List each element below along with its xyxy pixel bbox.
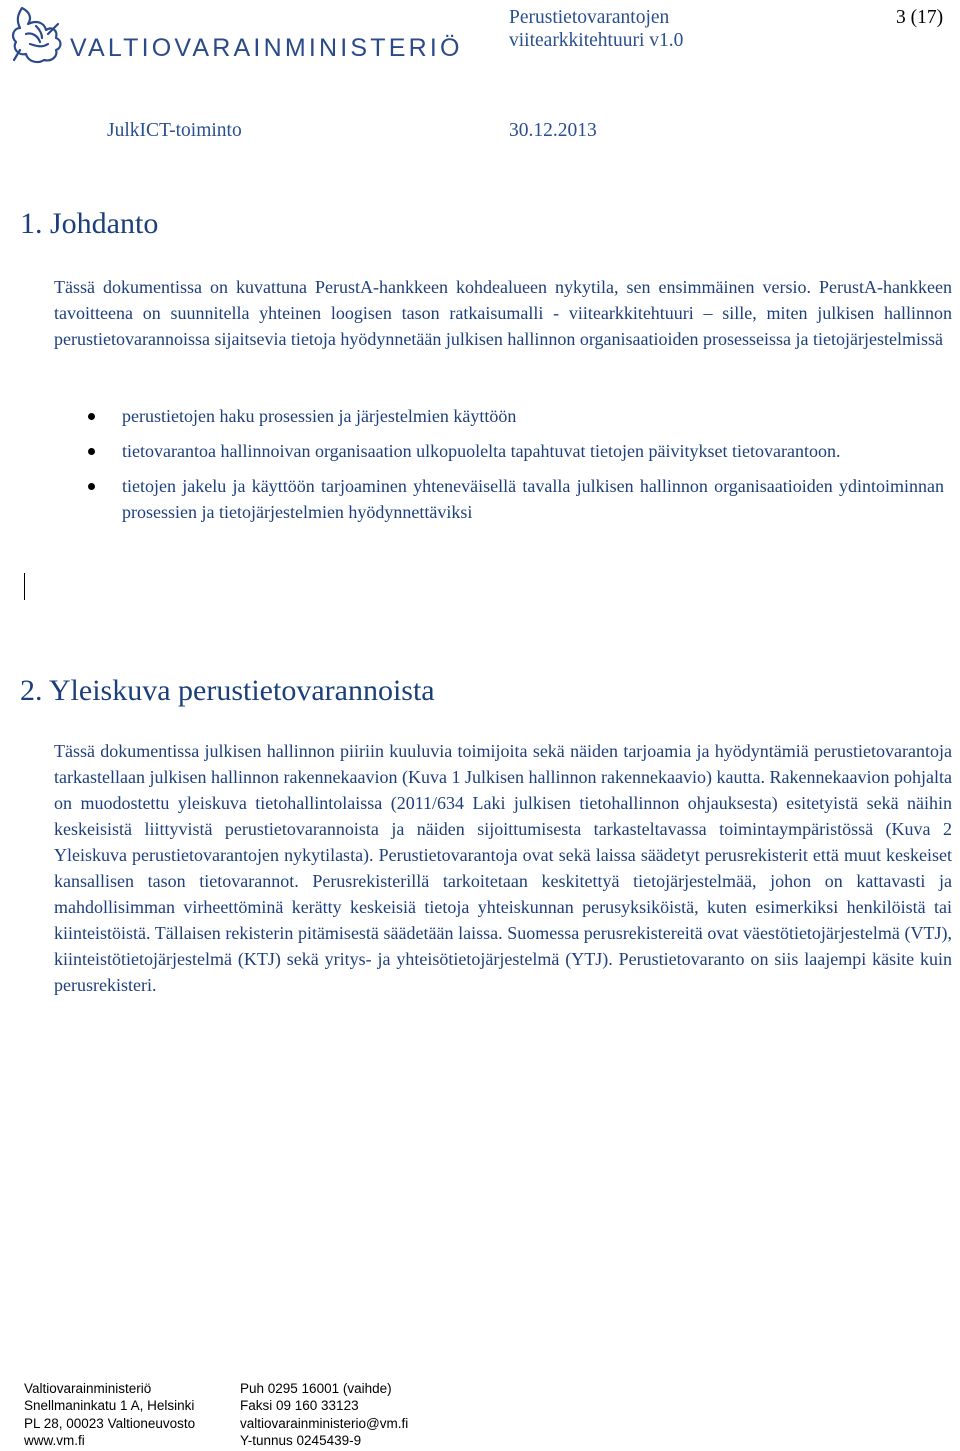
footer-org-name: Valtiovarainministeriö <box>24 1381 152 1396</box>
bullet-icon <box>88 448 95 455</box>
footer-fax: Faksi 09 160 33123 <box>240 1398 359 1414</box>
section-heading-overview: 2. Yleiskuva perustietovarannoista <box>20 674 435 707</box>
footer-phone: Puh 0295 16001 (vaihde) <box>240 1381 392 1396</box>
page-number: 3 (17) <box>896 7 944 28</box>
footer-email-link[interactable]: valtiovarainministerio@vm.fi <box>240 1415 409 1431</box>
logo-wordmark: VALTIOVARAINMINISTERIÖ <box>70 34 463 62</box>
bullet-icon <box>88 483 95 490</box>
document-title-line1: Perustietovarantojen <box>509 7 670 28</box>
document-date: 30.12.2013 <box>509 120 597 141</box>
list-item <box>88 473 944 525</box>
ministry-logo <box>8 4 463 66</box>
document-title <box>509 6 683 52</box>
document-title-line2: viitearkkitehtuuri v1.0 <box>509 30 684 51</box>
list-item <box>88 438 944 464</box>
lion-crest-icon <box>8 4 68 66</box>
bullet-icon <box>88 413 95 420</box>
footer-website-link[interactable]: www.vm.fi <box>24 1432 85 1448</box>
list-item-text: tietojen jakelu ja käyttöön tarjoaminen yhteneväisellä tavalla julkisen hallinnon organisaatioiden ydintoiminnan prosessien ja tietojärjestelmien hyödynnettäviksi <box>122 476 944 522</box>
list-item-text: perustietojen haku prosessien ja järjestelmien käyttöön <box>122 406 517 426</box>
footer-business-id: Y-tunnus 0245439-9 <box>240 1432 362 1448</box>
list-item <box>88 403 944 429</box>
overview-paragraph: Tässä dokumentissa julkisen hallinnon piiriin kuuluvia toimijoita sekä näiden tarjoamia ja hyödyntämiä perustietovarantoja tarkastellaan julkisen hallinnon rakennekaavion (Kuva 1 Julkisen hallinnon rakennekaavio) kautta. Rakennekaavion pohjalta on muodostettu yleiskuva tietohallintolaissa (2011/634 Laki julkisen tietohallinnon ohjauksesta) esitetyistä sekä näihin keskeisistä liittyvistä perustietovarannoista ja näiden sijoittumisesta tarkasteltavassa toimintaympäristössä (Kuva 2 Yleiskuva perustietovarantojen nykytilasta). Perustietovarantoja ovat sekä laissa säädetyt perusrekisterit että muut keskeiset kansallisen tason tietovarannot. Perusrekisterillä tarkoitetaan keskitettyä tietojärjestelmää, johon on kattavasti ja mahdollisimman virheettöminä kerätty keskeisiä tietoja yhteiskunnan perusyksiköistä, kuten esimerkiksi henkilöistä tai kiinteistöistä. Tällaisen rekisterin pitämisestä säädetään laissa. Suomessa perusrekistereitä ovat väestötietojärjestelmä (VTJ), kiinteistötietojärjestelmä (KTJ) sekä yritys- ja yhteisötietojärjestelmä (YTJ). Perustietovaranto on siis laajempi käsite kuin perusrekisteri. <box>54 741 952 995</box>
footer-postbox: PL 28, 00023 Valtioneuvosto <box>24 1415 196 1431</box>
footer-contact <box>240 1380 408 1449</box>
goals-bullet-list <box>88 403 944 534</box>
list-item-text: tietovarantoa hallinnoivan organisaation ulkopuolelta tapahtuvat tietojen päivitykset tietovarantoon. <box>122 441 841 461</box>
revision-change-bar <box>24 573 25 600</box>
footer-street: Snellmaninkatu 1 A, Helsinki <box>24 1398 195 1414</box>
introduction-paragraph: Tässä dokumentissa on kuvattuna PerustA-hankkeen kohdealueen nykytila, sen ensimmäinen versio. PerustA-hankkeen tavoitteena on suunnitella yhteinen loogisen tason ratkaisumalli - viitearkkitehtuuri – sille, miten julkisen hallinnon perustietovarannoissa sijaitsevia tietoja hyödynnetään julkisen hallinnon organisaatioiden prosesseissa ja tietojärjestelmissä <box>54 277 952 349</box>
footer-address <box>24 1380 195 1449</box>
section-heading-introduction: 1. Johdanto <box>20 207 159 240</box>
unit-name: JulkICT-toiminto <box>107 120 242 141</box>
